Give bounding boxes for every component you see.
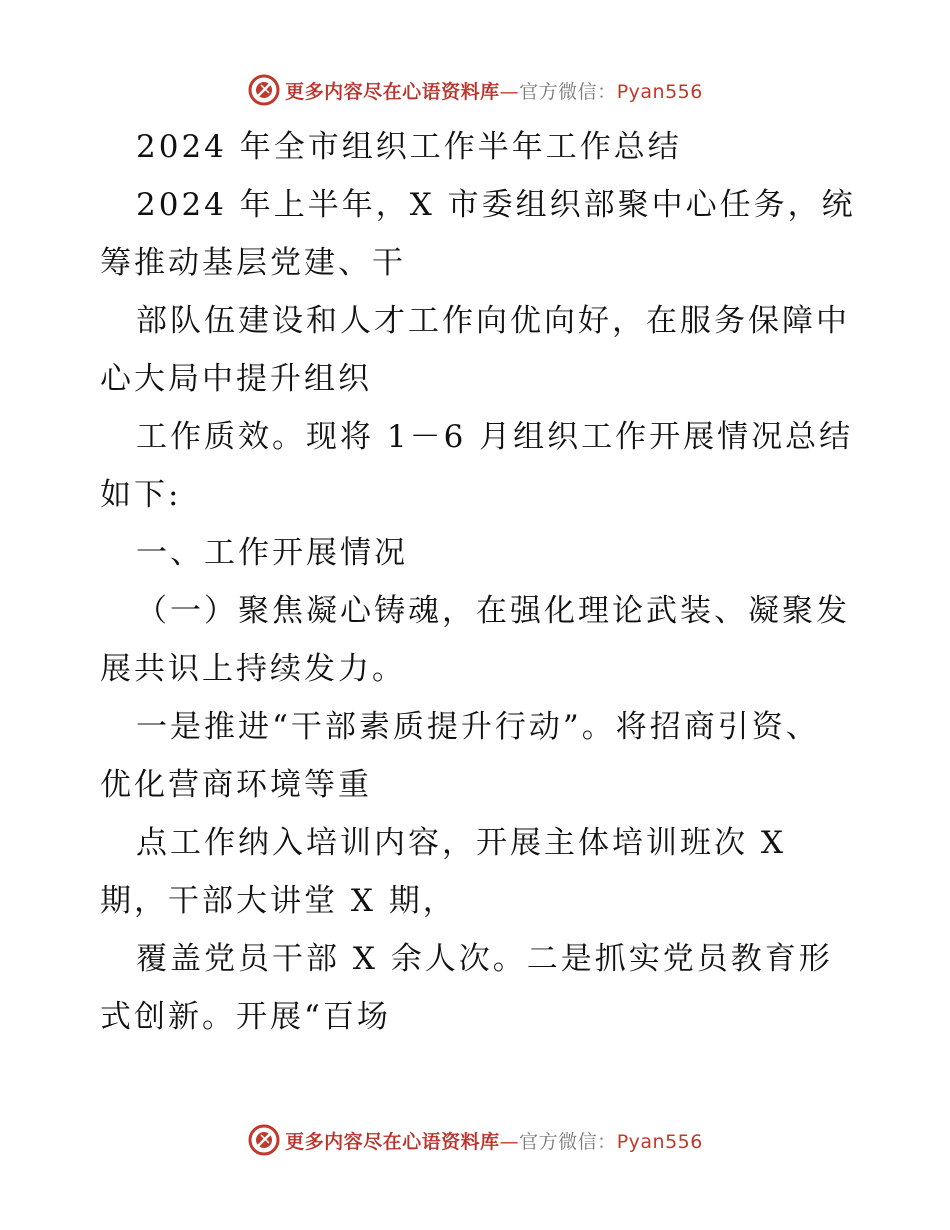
watermark-text bbox=[285, 77, 703, 104]
watermark-banner-bottom bbox=[0, 1120, 950, 1160]
watermark-id: Pyan556 bbox=[616, 80, 703, 103]
watermark-id: Pyan556 bbox=[616, 1130, 703, 1153]
doc-title: 2024 年全市组织工作半年工作总结 bbox=[136, 129, 682, 165]
watermark-text bbox=[285, 1127, 703, 1154]
doc-line: 展共识上持续发力。 bbox=[100, 651, 406, 687]
doc-line: 筹推动基层党建、干 bbox=[100, 245, 406, 281]
section-heading: 一、工作开展情况 bbox=[136, 535, 408, 571]
watermark-label: 官方微信： bbox=[519, 80, 617, 103]
doc-line: 式创新。开展“百场 bbox=[100, 999, 391, 1035]
doc-line: 期，干部大讲堂 X 期， bbox=[100, 883, 457, 919]
doc-line: 2024 年上半年，X 市委组织部聚中心任务，统 bbox=[136, 187, 856, 223]
doc-line: 一是推进“干部素质提升行动”。将招商引资、 bbox=[136, 709, 820, 745]
doc-line: 部队伍建设和人才工作向优向好，在服务保障中 bbox=[136, 303, 850, 339]
red-circular-logo-icon bbox=[247, 1123, 281, 1157]
watermark-banner-top bbox=[0, 70, 950, 110]
doc-line: 优化营商环境等重 bbox=[100, 767, 372, 803]
doc-line: 覆盖党员干部 X 余人次。二是抓实党员教育形 bbox=[136, 941, 833, 977]
doc-line: 点工作纳入培训内容，开展主体培训班次 X bbox=[136, 825, 786, 861]
watermark-main: 更多内容尽在心语资料库 bbox=[285, 80, 500, 103]
watermark-main: 更多内容尽在心语资料库 bbox=[285, 1130, 500, 1153]
subsection-heading: （一）聚焦凝心铸魂，在强化理论武装、凝聚发 bbox=[136, 593, 850, 629]
watermark-label: 官方微信： bbox=[519, 1130, 617, 1153]
doc-line: 心大局中提升组织 bbox=[100, 361, 372, 397]
watermark-separator: — bbox=[499, 80, 520, 103]
red-circular-logo-icon bbox=[247, 73, 281, 107]
doc-line: 如下: bbox=[100, 477, 182, 513]
watermark-separator: — bbox=[499, 1130, 520, 1153]
doc-line: 工作质效。现将 1－6 月组织工作开展情况总结 bbox=[136, 419, 854, 455]
